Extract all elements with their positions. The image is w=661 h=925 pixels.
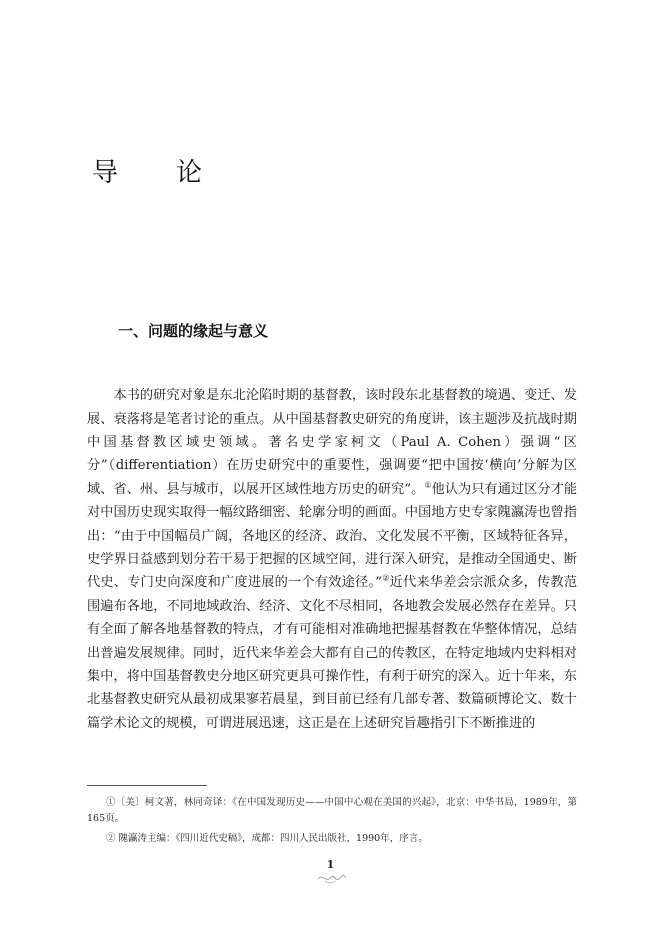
body-text-part-1: 本书的研究对象是东北沦陷时期的基督教，该时段东北基督教的境遇、变迁、发展、衰落将是笔者讨论的重点。从中国基督教史研究的角度讲，该主题涉及抗战时期中国基督教区域史领域。著名史学家柯文（Paul A. Cohen）强调“区分”（differentiation）在历史研究中的重要性，强调要“把中国按‘横向’分解为区域、省、州、县与城市，以展开区域性地方历史的研究”。	[87, 388, 577, 497]
chapter-title-char-2: 论	[176, 158, 203, 188]
footnote-ref-2: ②	[381, 574, 390, 584]
body-text-part-2: 他认为只有通过区分才能对中国历史现实取得一幅纹路细密、轮廓分明的画面。中国地方史专家隗瀛涛也曾指出：“由于中国幅员广阔，各地区的经济、政治、文化发展不平衡，区域特征各异，史学界日益感到划分若干易于把握的区域空间，进行深入研究，是推动全国通史、断代史、专门史向深度和广度进展的一个有效途径。”	[87, 481, 578, 591]
footnotes	[87, 795, 577, 851]
body-text-part-3: 近代来华差会宗派众多，传教范围遍布各地，不同地域政治、经济、文化不尽相同，各地教会发展必然存在差异。只有全面了解各地基督教的特点，才有可能相对准确地把握基督教在华整体情况，总结出普遍发展规律。同时，近代来华差会大都有自己的传教区，在特定地域内史料相对集中，将中国基督教史分地区研究更具可操作性，有利于研究的深入。近十年来，东北基督教史研究从最初成果寥若晨星，到目前已经有几部专著、数篇硕博论文、数十篇学术论文的规模，可谓进展迅速，这正是在上述研究旨趣指引下不断推进的	[87, 575, 578, 731]
section-heading: 一、问题的缘起与意义	[118, 322, 269, 340]
page-number: 1	[326, 858, 335, 871]
footnote-divider	[87, 785, 207, 786]
ornament-swirl-icon	[316, 871, 348, 885]
footnote-1: ①〔美〕柯文著，林同奇译：《在中国发现历史——中国中心观在美国的兴起》，北京：中华书局，1989年，第165页。	[87, 797, 577, 824]
body-paragraph	[87, 384, 577, 735]
footnote-2: ② 隗瀛涛主编：《四川近代史稿》，成都：四川人民出版社，1990年，序言。	[106, 833, 428, 844]
chapter-title-char-1: 导	[92, 158, 119, 188]
chapter-title	[92, 152, 202, 189]
footnote-ref-1: ①	[424, 480, 432, 490]
